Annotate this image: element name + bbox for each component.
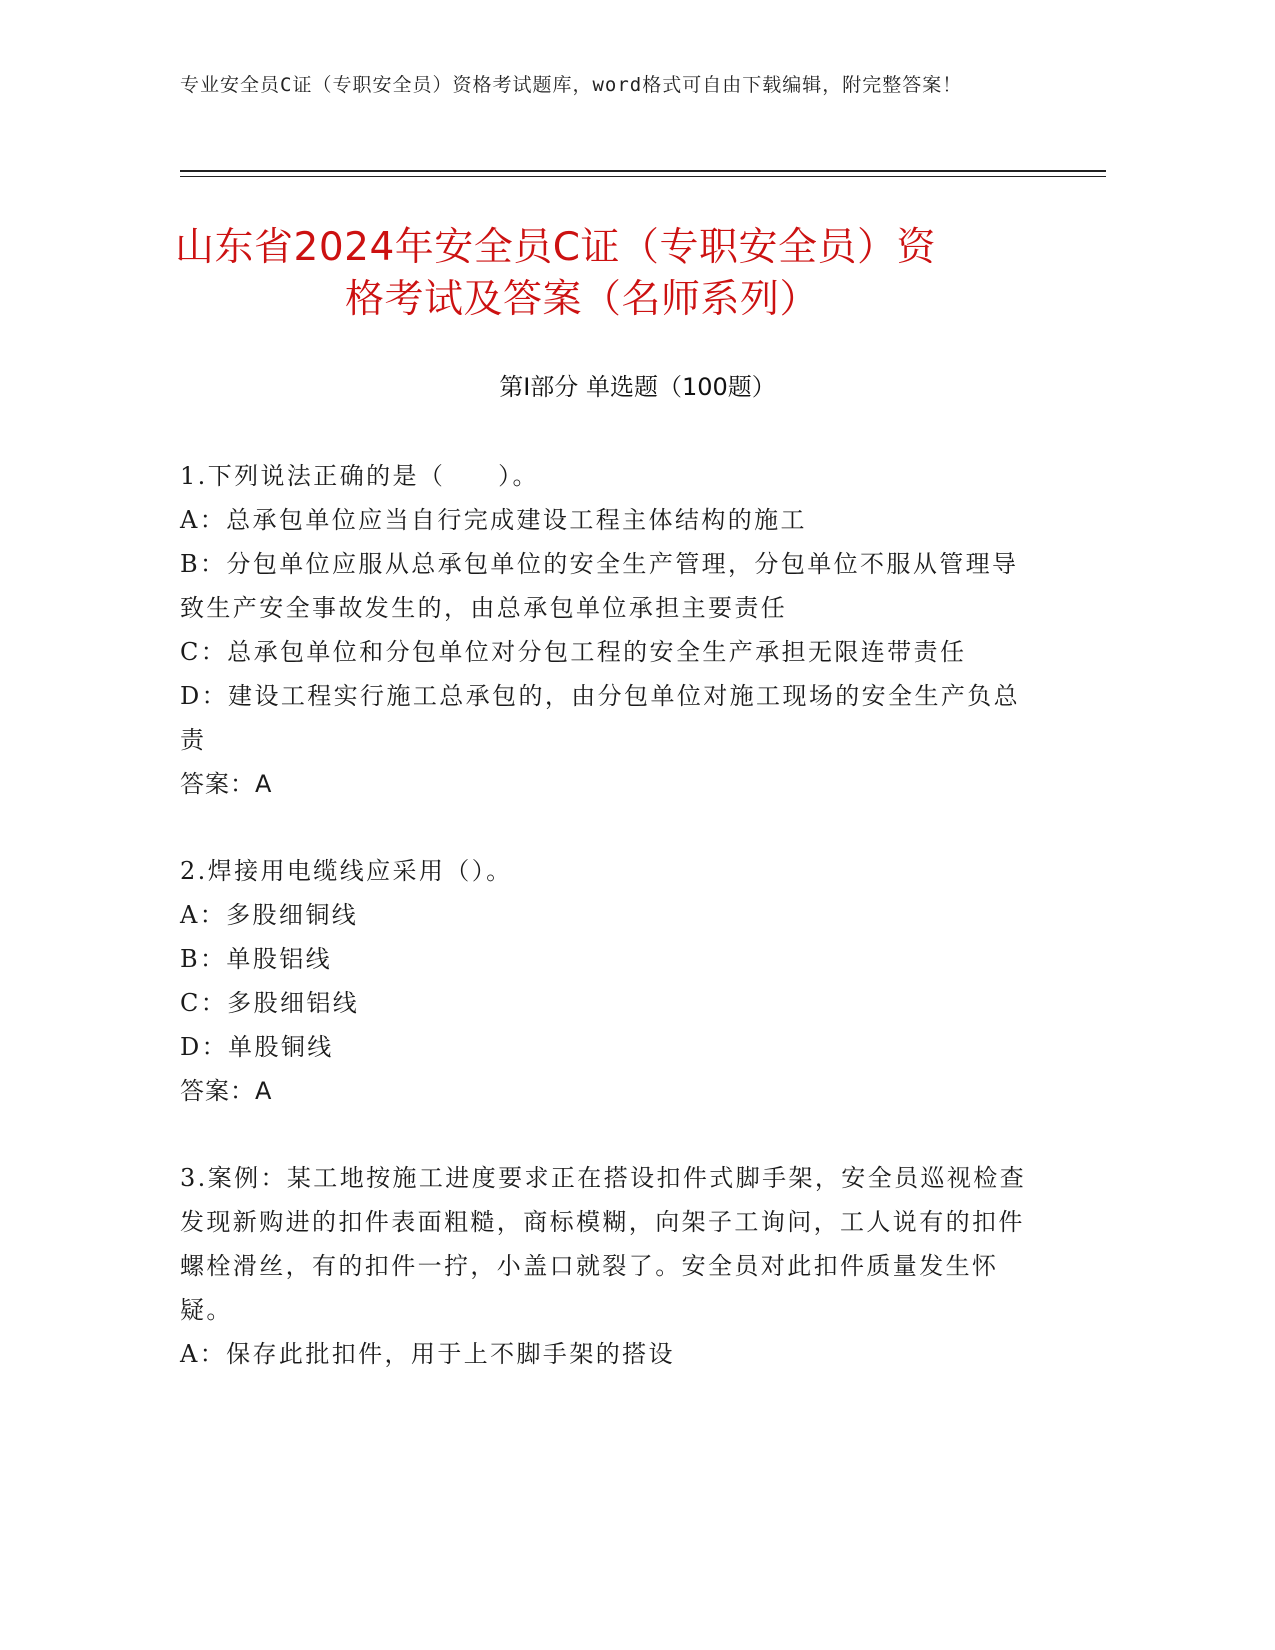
- question-stem: 1.下列说法正确的是（ ）。: [180, 462, 539, 490]
- question-1: [180, 454, 1040, 806]
- option-a: A：总承包单位应当自行完成建设工程主体结构的施工: [180, 506, 807, 534]
- question-2: [180, 849, 1040, 1113]
- option-a: A：保存此批扣件，用于上不脚手架的搭设: [180, 1340, 675, 1368]
- section-title: 第Ⅰ部分 单选题（100题）: [499, 373, 776, 401]
- answer: 答案：A: [180, 1077, 273, 1105]
- option-a: A：多股细铜线: [180, 901, 359, 929]
- document-title: [175, 222, 1055, 326]
- option-d: D：建设工程实行施工总承包的，由分包单位对施工现场的安全生产负总责: [180, 682, 1021, 754]
- option-c: C：多股细铝线: [180, 989, 360, 1017]
- option-c: C：总承包单位和分包单位对分包工程的安全生产承担无限连带责任: [180, 638, 967, 666]
- question-stem: 2.焊接用电缆线应采用（）。: [180, 857, 513, 885]
- document-title-line-1: 山东省2024年安全员C证（专职安全员）资: [175, 225, 936, 270]
- option-d: D：单股铜线: [180, 1033, 334, 1061]
- document-title-line-2: 格考试及答案（名师系列）: [345, 277, 820, 322]
- answer: 答案：A: [180, 770, 273, 798]
- question-list: [180, 454, 1040, 1419]
- option-b: B：单股铝线: [180, 945, 333, 973]
- question-stem: 3.案例：某工地按施工进度要求正在搭设扣件式脚手架，安全员巡视检查发现新购进的扣件表面粗糙，商标模糊，向架子工询问，工人说有的扣件螺栓滑丝，有的扣件一拧，小盖口就裂了。安全员对此扣件质量发生怀疑。: [180, 1164, 1027, 1324]
- header-note: 专业安全员C证（专职安全员）资格考试题库，word格式可自由下载编辑，附完整答案！: [180, 74, 963, 96]
- header-divider-thick: [180, 170, 1106, 172]
- question-3: [180, 1156, 1040, 1376]
- option-b: B：分包单位应服从总承包单位的安全生产管理，分包单位不服从管理导致生产安全事故发生的，由总承包单位承担主要责任: [180, 550, 1019, 622]
- header-divider-thin: [180, 176, 1106, 177]
